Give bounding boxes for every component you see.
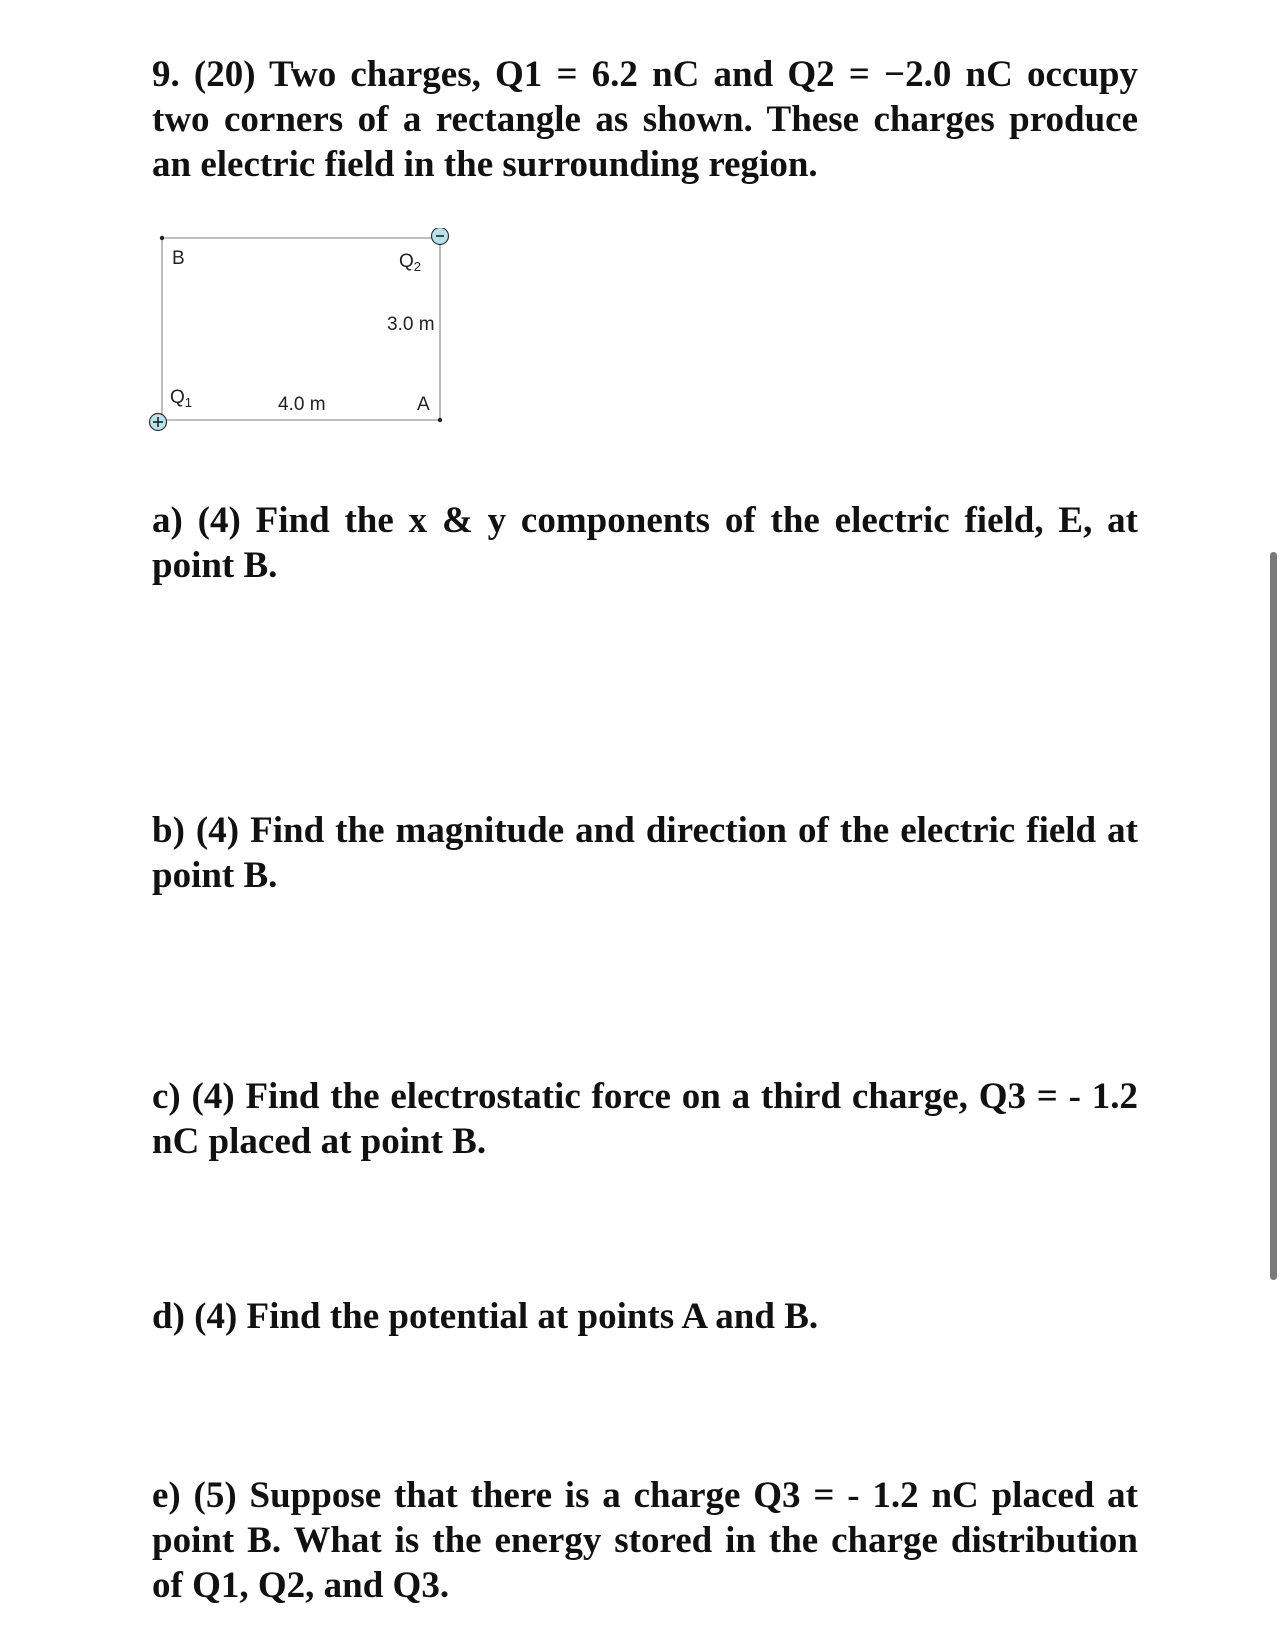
question-d: d) (4) Find the potential at points A and B. [152, 1296, 819, 1337]
q1-positive-charge-icon [150, 414, 167, 431]
label-a: A [417, 394, 430, 415]
question-e: e) (5) Suppose that there is a charge Q3 = - 1.2 nC placed at point B. What is the energy stored in the charge distribution of Q1, Q2, and Q3. [152, 1475, 1138, 1606]
label-width: 4.0 m [278, 394, 326, 415]
question-b: b) (4) Find the magnitude and direction of the electric field at point B. [152, 810, 1138, 896]
point-b-dot [160, 236, 164, 240]
rectangle-charge-diagram [148, 228, 478, 460]
question-a: a) (4) Find the x & y components of the electric field, E, at point B. [152, 500, 1138, 586]
label-b: B [172, 248, 185, 269]
diagram-svg [148, 228, 478, 460]
problem-intro: 9. (20) Two charges, Q1 = 6.2 nC and Q2 = −2.0 nC occupy two corners of a rectangle as shown. These charges produce an electric field in the surrounding region. [152, 54, 1138, 185]
label-q1: $Q_1$ [170, 387, 193, 410]
label-height: 3.0 m [387, 314, 435, 335]
vertical-scrollbar[interactable] [1270, 552, 1277, 1280]
label-q2: $Q_2$ [399, 251, 422, 274]
point-a-dot [438, 418, 442, 422]
question-c: c) (4) Find the electrostatic force on a third charge, Q3 = - 1.2 nC placed at point B. [152, 1076, 1138, 1162]
q2-negative-charge-icon [432, 228, 449, 245]
